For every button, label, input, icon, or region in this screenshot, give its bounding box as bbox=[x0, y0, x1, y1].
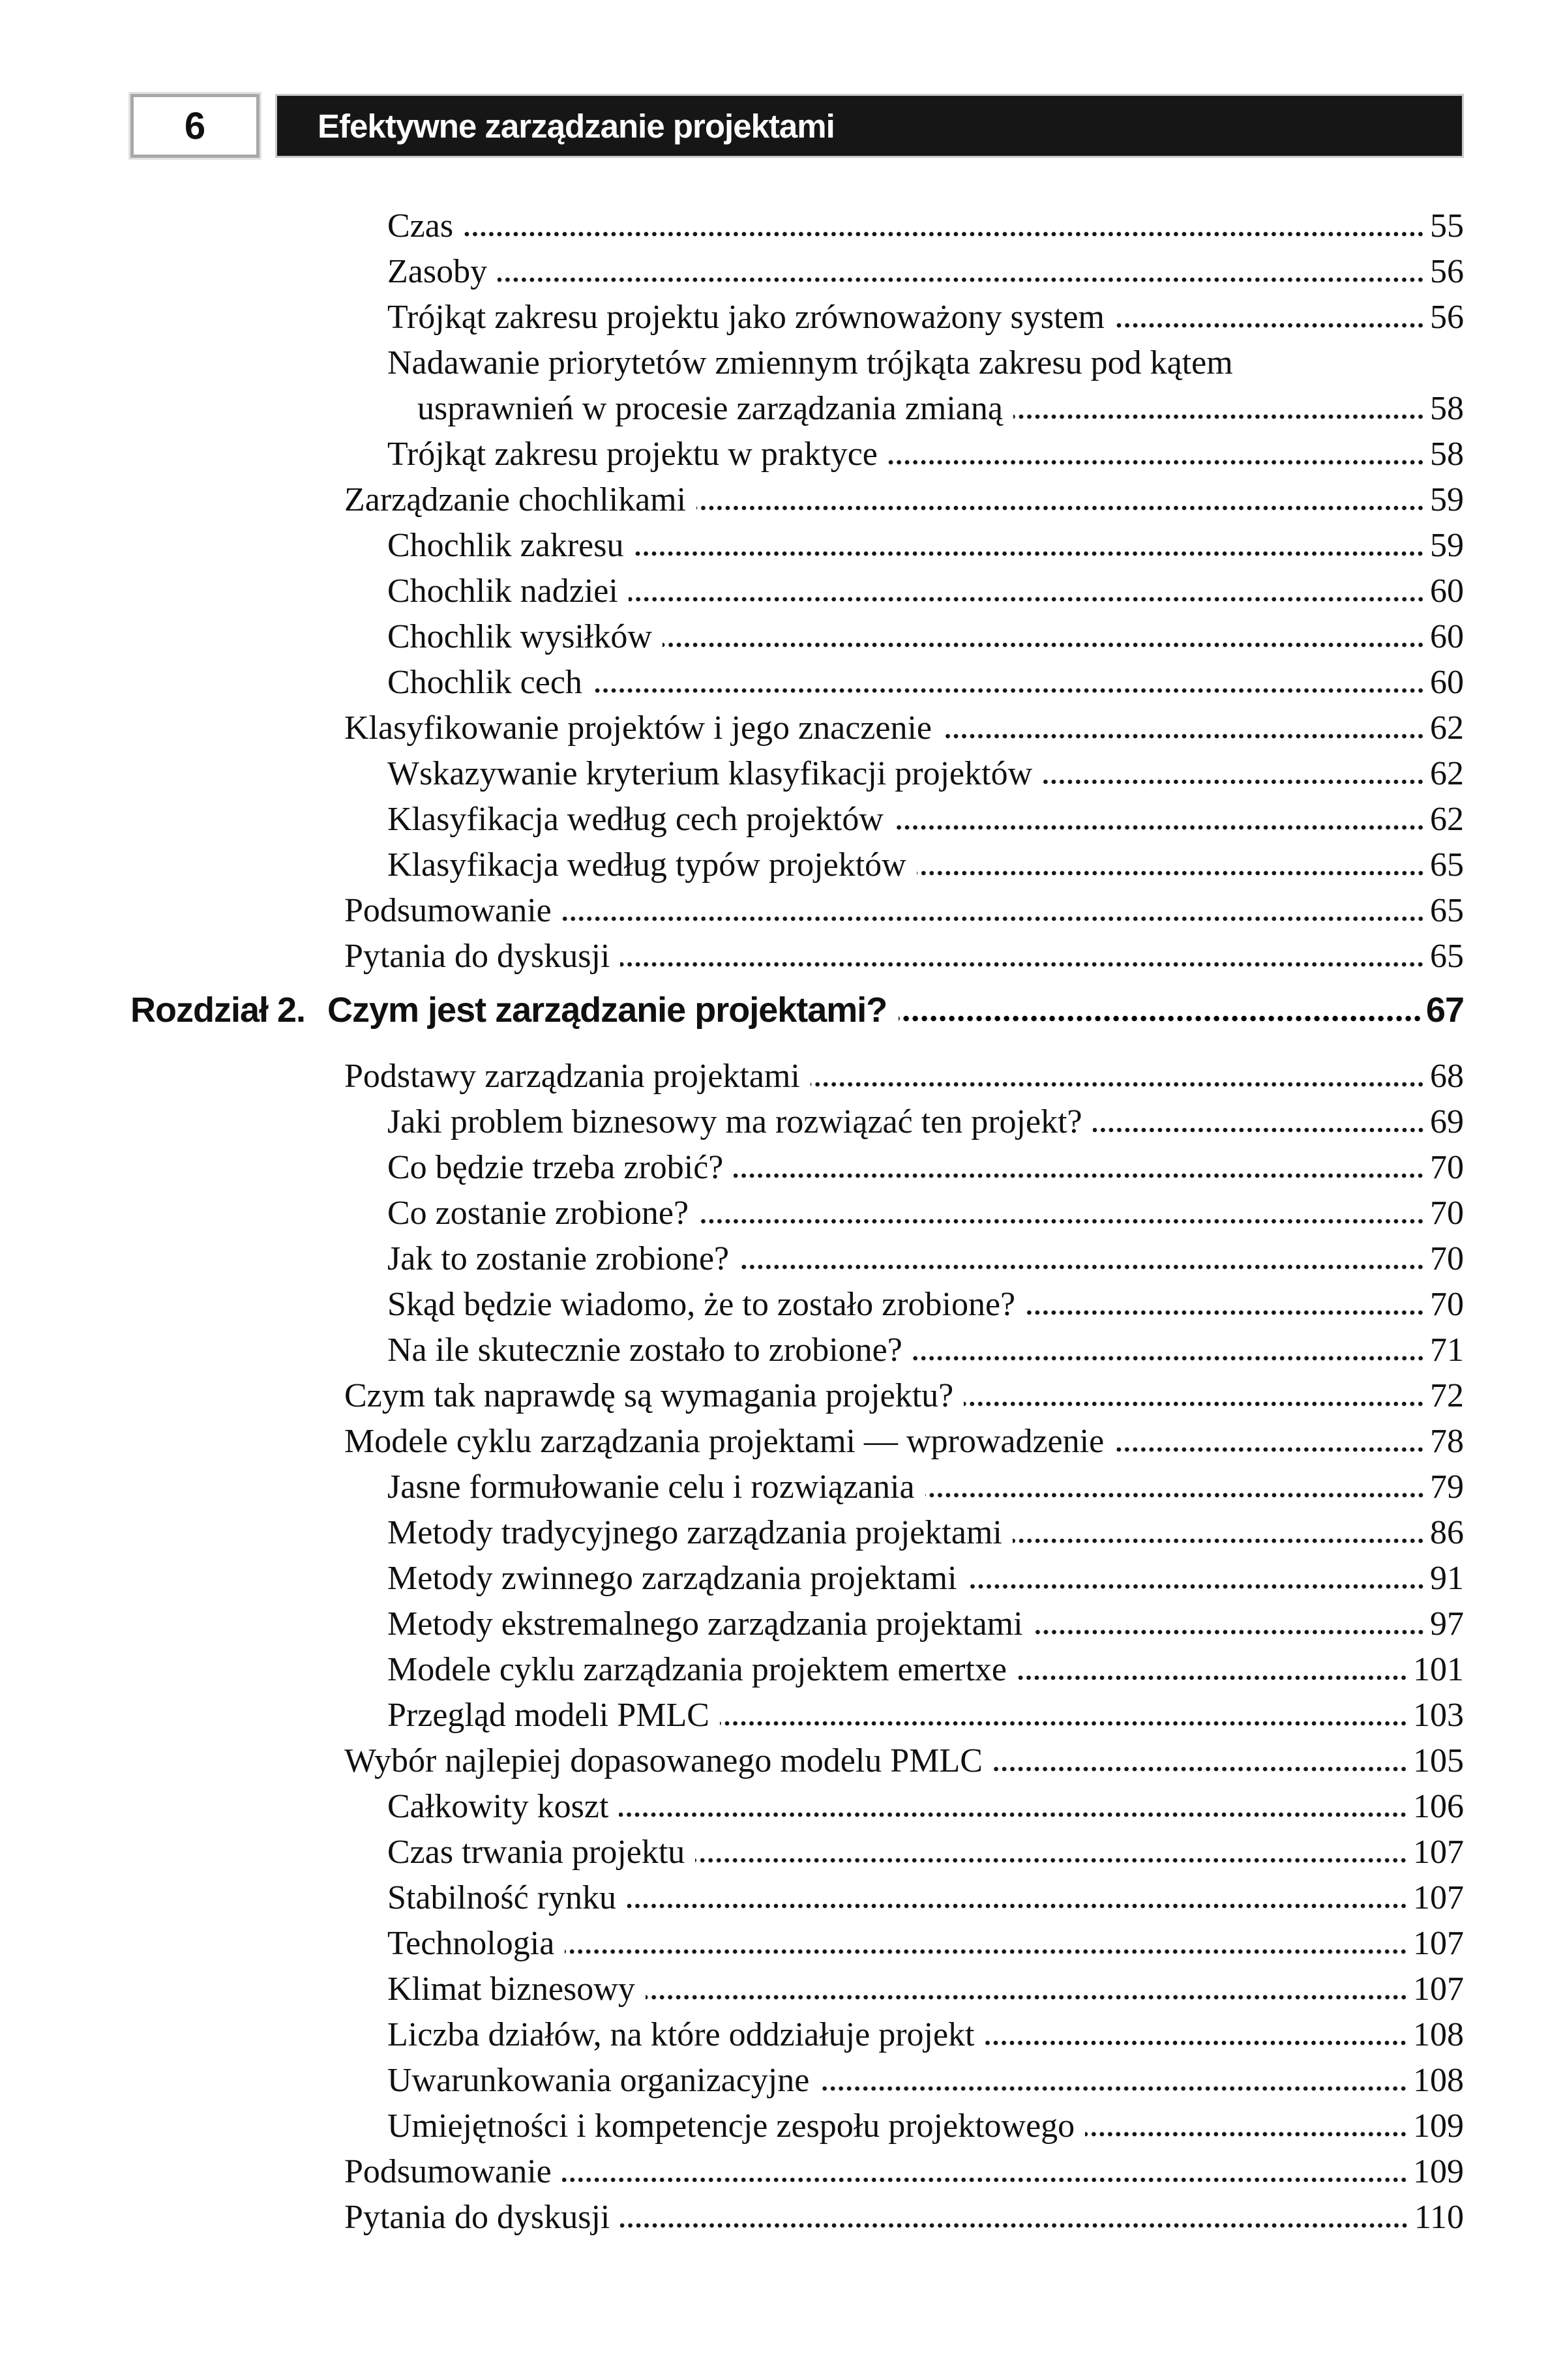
toc-entry-title: Zasoby bbox=[387, 253, 488, 290]
dot-leader bbox=[662, 642, 1426, 647]
toc-entry-page: 110 bbox=[1414, 2199, 1464, 2236]
dot-leader bbox=[1026, 1310, 1426, 1315]
running-header-bar bbox=[275, 94, 1464, 158]
toc-entry-page: 62 bbox=[1430, 755, 1464, 792]
toc-entry-row bbox=[344, 1601, 1464, 1647]
dot-leader bbox=[1114, 1447, 1426, 1452]
toc-entry-page: 72 bbox=[1430, 1377, 1464, 1414]
dot-leader bbox=[627, 1903, 1409, 1909]
dot-leader bbox=[811, 1082, 1426, 1087]
dot-leader bbox=[619, 1812, 1409, 1817]
toc-chapter-row bbox=[130, 987, 1464, 1035]
toc-entry-row bbox=[344, 477, 1464, 523]
toc-entry-title: Metody tradycyjnego zarządzania projektami bbox=[387, 1514, 1002, 1551]
dot-leader bbox=[699, 1219, 1426, 1224]
dot-leader bbox=[1085, 2132, 1409, 2137]
toc-entry-title: Skąd będzie wiadomo, że to zostało zrobione? bbox=[387, 1286, 1016, 1323]
toc-entry-page: 60 bbox=[1430, 664, 1464, 701]
chapter-number-label: Rozdział 2. bbox=[130, 990, 306, 1030]
dot-leader bbox=[888, 460, 1426, 465]
toc-entry-page: 79 bbox=[1430, 1468, 1464, 1506]
toc-entry-page: 86 bbox=[1430, 1514, 1464, 1551]
dot-leader bbox=[1093, 1127, 1426, 1133]
dot-leader bbox=[629, 597, 1426, 602]
toc-entry-row bbox=[344, 1784, 1464, 1830]
toc-entry-page: 109 bbox=[1413, 2107, 1464, 2145]
toc-entry-row bbox=[344, 934, 1464, 979]
toc-entry-row bbox=[344, 1099, 1464, 1145]
toc-entry-row bbox=[344, 1419, 1464, 1465]
toc-entry-row bbox=[344, 1967, 1464, 2012]
toc-entry-title: Chochlik zakresu bbox=[387, 527, 624, 564]
dot-leader bbox=[1115, 323, 1426, 328]
toc-entry-page: 58 bbox=[1430, 390, 1464, 427]
dot-leader bbox=[620, 2223, 1410, 2228]
toc-entry-row bbox=[344, 1830, 1464, 1875]
toc-entry-title: Metody zwinnego zarządzania projektami bbox=[387, 1560, 957, 1597]
toc-entry-page: 56 bbox=[1430, 299, 1464, 336]
toc-chapter-title: Czym jest zarządzanie projektami? bbox=[327, 990, 887, 1030]
running-header bbox=[0, 94, 1563, 158]
toc-entry-row bbox=[344, 1191, 1464, 1236]
dot-leader bbox=[620, 962, 1426, 967]
dot-leader bbox=[464, 231, 1426, 237]
toc-entry-page: 62 bbox=[1430, 801, 1464, 838]
toc-entry-row bbox=[344, 203, 1464, 249]
book-title: Efektywne zarządzanie projektami bbox=[318, 107, 835, 145]
toc-entry-title: Podsumowanie bbox=[344, 2153, 552, 2190]
toc-entry-row bbox=[344, 1145, 1464, 1191]
page-number: 6 bbox=[184, 104, 206, 147]
toc-entry-row bbox=[344, 2195, 1464, 2240]
toc-entry-page: 60 bbox=[1430, 573, 1464, 610]
toc-entry-row bbox=[344, 569, 1464, 614]
toc-entry-page: 78 bbox=[1430, 1423, 1464, 1460]
toc-entry-title: Klimat biznesowy bbox=[387, 1971, 635, 2008]
toc-entry-page: 101 bbox=[1413, 1651, 1464, 1688]
dot-leader bbox=[498, 277, 1426, 282]
dot-leader bbox=[913, 1356, 1426, 1361]
toc-entry-row bbox=[344, 1236, 1464, 1282]
toc-entry-page: 107 bbox=[1413, 1879, 1464, 1916]
toc-entry-title: Chochlik wysiłków bbox=[387, 618, 652, 655]
toc-entry-page: 65 bbox=[1430, 938, 1464, 975]
toc-entry-page: 70 bbox=[1430, 1195, 1464, 1232]
toc-entry-title: Pytania do dyskusji bbox=[344, 2199, 610, 2236]
toc-entry-page: 59 bbox=[1430, 481, 1464, 518]
toc-entry-row bbox=[344, 751, 1464, 797]
toc-entry-title: Trójkąt zakresu projektu w praktyce bbox=[387, 436, 878, 473]
toc-entry-page: 67 bbox=[1425, 990, 1464, 1030]
toc-entry-row bbox=[344, 249, 1464, 295]
toc-entry-page: 70 bbox=[1430, 1286, 1464, 1323]
toc-entry-row bbox=[344, 432, 1464, 477]
toc-entry-row bbox=[344, 1921, 1464, 1967]
toc-entry-title: Metody ekstremalnego zarządzania projektami bbox=[387, 1605, 1023, 1643]
toc-entry-title: Przegląd modeli PMLC bbox=[387, 1697, 709, 1734]
toc-entry-title: Technologia bbox=[387, 1925, 555, 1962]
toc-entry-page: 60 bbox=[1430, 618, 1464, 655]
toc-entry-title: Jaki problem biznesowy ma rozwiązać ten projekt? bbox=[387, 1103, 1082, 1140]
toc-entry-page: 107 bbox=[1413, 1971, 1464, 2008]
dot-leader bbox=[646, 1995, 1409, 2000]
toc-entry-page: 97 bbox=[1430, 1605, 1464, 1643]
toc-entry-title: Na ile skutecznie zostało to zrobione? bbox=[387, 1331, 902, 1369]
toc-entry-row bbox=[344, 1510, 1464, 1556]
toc-entry-row bbox=[344, 1647, 1464, 1693]
toc-entry-title: Trójkąt zakresu projektu jako zrównoważony system bbox=[387, 299, 1105, 336]
toc-entry-page: 68 bbox=[1430, 1058, 1464, 1095]
toc-entry-title: Stabilność rynku bbox=[387, 1879, 616, 1916]
dot-leader bbox=[593, 688, 1426, 693]
dot-leader bbox=[964, 1401, 1426, 1406]
toc-entry-row bbox=[344, 1328, 1464, 1373]
toc-entry-title: Zarządzanie chochlikami bbox=[344, 481, 687, 518]
toc-entry-title: Całkowity koszt bbox=[387, 1788, 609, 1825]
toc-entry-row bbox=[344, 340, 1464, 386]
toc-entry-title: Nadawanie priorytetów zmiennym trójkąta zakresu pod kątem bbox=[387, 344, 1233, 381]
toc-entry-title: Czym tak naprawdę są wymagania projektu? bbox=[344, 1377, 954, 1414]
toc-entry-page: 70 bbox=[1430, 1149, 1464, 1186]
dot-leader bbox=[1043, 779, 1426, 784]
dot-leader bbox=[565, 1949, 1409, 1954]
toc-entry-title: Klasyfikacja według typów projektów bbox=[387, 846, 906, 884]
toc-entry-title: usprawnień w procesie zarządzania zmianą bbox=[417, 390, 1003, 427]
dot-leader bbox=[720, 1721, 1409, 1726]
table-of-contents bbox=[130, 203, 1464, 2240]
toc-entry-page: 109 bbox=[1413, 2153, 1464, 2190]
toc-entry-row bbox=[344, 1875, 1464, 1921]
toc-entry-row bbox=[344, 2104, 1464, 2149]
toc-entry-row bbox=[344, 2149, 1464, 2195]
dot-leader bbox=[1017, 1675, 1409, 1680]
dot-leader bbox=[1013, 1538, 1426, 1543]
dot-leader bbox=[1013, 414, 1426, 419]
toc-entry-title: Czas bbox=[387, 207, 454, 245]
toc-entry-title: Wybór najlepiej dopasowanego modelu PMLC bbox=[344, 1742, 983, 1779]
toc-entry-row bbox=[344, 2012, 1464, 2058]
toc-entry-title: Uwarunkowania organizacyjne bbox=[387, 2062, 810, 2099]
toc-entry-page: 103 bbox=[1413, 1697, 1464, 1734]
toc-entry-row bbox=[344, 1373, 1464, 1419]
toc-entry-page: 107 bbox=[1413, 1925, 1464, 1962]
dot-leader bbox=[968, 1584, 1426, 1589]
dot-leader bbox=[739, 1264, 1426, 1270]
toc-entry-title: Chochlik cech bbox=[387, 664, 582, 701]
toc-entry-title: Klasyfikacja według cech projektów bbox=[387, 801, 884, 838]
toc-entry-title: Klasyfikowanie projektów i jego znaczenie bbox=[344, 709, 932, 747]
toc-entry-row bbox=[344, 2058, 1464, 2104]
dot-leader bbox=[734, 1173, 1426, 1178]
toc-entry-row bbox=[344, 1693, 1464, 1738]
toc-entry-row bbox=[344, 1282, 1464, 1328]
toc-entry-title: Jak to zostanie zrobione? bbox=[387, 1240, 730, 1277]
toc-entry-title: Co zostanie zrobione? bbox=[387, 1195, 689, 1232]
dot-leader bbox=[899, 1015, 1423, 1022]
toc-entry-title: Podstawy zarządzania projektami bbox=[344, 1058, 800, 1095]
dot-leader bbox=[993, 1766, 1409, 1772]
dot-leader bbox=[1034, 1629, 1426, 1635]
dot-leader bbox=[562, 2177, 1409, 2182]
toc-entry-page: 65 bbox=[1430, 892, 1464, 929]
toc-entry-page: 106 bbox=[1413, 1788, 1464, 1825]
toc-entry-page: 108 bbox=[1413, 2016, 1464, 2053]
toc-entry-page: 91 bbox=[1430, 1560, 1464, 1597]
toc-entry-page: 108 bbox=[1413, 2062, 1464, 2099]
dot-leader bbox=[925, 1493, 1426, 1498]
toc-entry-page: 55 bbox=[1430, 207, 1464, 245]
toc-entry-title: Co będzie trzeba zrobić? bbox=[387, 1149, 724, 1186]
dot-leader bbox=[820, 2086, 1409, 2091]
toc-entry-title: Wskazywanie kryterium klasyfikacji projektów bbox=[387, 755, 1033, 792]
toc-entry-row bbox=[344, 1054, 1464, 1099]
toc-entry-title: Chochlik nadziei bbox=[387, 573, 618, 610]
toc-entry-page: 105 bbox=[1413, 1742, 1464, 1779]
toc-entry-title: Liczba działów, na które oddziałuje projekt bbox=[387, 2016, 975, 2053]
dot-leader bbox=[917, 870, 1426, 876]
toc-entry-page: 69 bbox=[1430, 1103, 1464, 1140]
toc-entry-title: Jasne formułowanie celu i rozwiązania bbox=[387, 1468, 915, 1506]
toc-entry-page: 71 bbox=[1430, 1331, 1464, 1369]
dot-leader bbox=[695, 1858, 1409, 1863]
toc-entry-row bbox=[344, 523, 1464, 569]
dot-leader bbox=[562, 916, 1426, 921]
toc-entry-title: Podsumowanie bbox=[344, 892, 552, 929]
dot-leader bbox=[942, 734, 1426, 739]
page-number-box bbox=[130, 94, 260, 158]
toc-entry-row bbox=[344, 706, 1464, 751]
dot-leader bbox=[985, 2040, 1409, 2045]
toc-entry-row bbox=[344, 797, 1464, 842]
toc-entry-page: 58 bbox=[1430, 436, 1464, 473]
dot-leader bbox=[696, 505, 1426, 511]
toc-entry-page: 56 bbox=[1430, 253, 1464, 290]
toc-entry-page: 62 bbox=[1430, 709, 1464, 747]
toc-entry-row bbox=[344, 295, 1464, 340]
toc-entry-row bbox=[344, 614, 1464, 660]
toc-entry-row bbox=[344, 386, 1464, 432]
toc-entry-title: Modele cyklu zarządzania projektami — wprowadzenie bbox=[344, 1423, 1105, 1460]
toc-entry-row bbox=[344, 660, 1464, 706]
toc-entry-title: Pytania do dyskusji bbox=[344, 938, 610, 975]
dot-leader bbox=[634, 551, 1426, 556]
toc-entry-row bbox=[344, 1738, 1464, 1784]
toc-entry-row bbox=[344, 1465, 1464, 1510]
toc-entry-row bbox=[344, 1556, 1464, 1601]
toc-entry-title: Czas trwania projektu bbox=[387, 1834, 685, 1871]
toc-entry-page: 107 bbox=[1413, 1834, 1464, 1871]
toc-entry-page: 65 bbox=[1430, 846, 1464, 884]
toc-entry-row bbox=[344, 888, 1464, 934]
toc-entry-title: Umiejętności i kompetencje zespołu projektowego bbox=[387, 2107, 1075, 2145]
toc-entry-title: Modele cyklu zarządzania projektem emertxe bbox=[387, 1651, 1007, 1688]
toc-entry-row bbox=[344, 842, 1464, 888]
dot-leader bbox=[894, 825, 1426, 830]
toc-entry-page: 59 bbox=[1430, 527, 1464, 564]
toc-entry-page: 70 bbox=[1430, 1240, 1464, 1277]
